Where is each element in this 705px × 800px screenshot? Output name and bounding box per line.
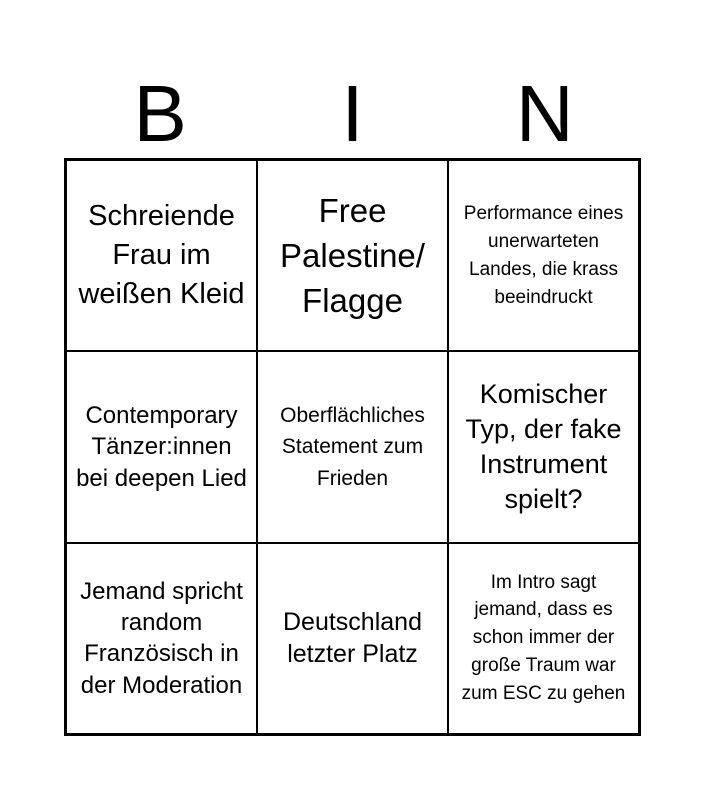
bingo-cell-text: Jemand spricht random Französisch in der Moderation <box>80 577 243 699</box>
bingo-cell-text: Performance eines unerwarteten Landes, die krass beeindruckt <box>463 202 624 308</box>
bingo-cell[interactable] <box>66 160 257 351</box>
bingo-cell-text: Komischer Typ, der fake Instrument spielt? <box>465 378 622 515</box>
bingo-cell[interactable] <box>257 160 448 351</box>
header-letter-n: N <box>515 69 574 158</box>
header-letter-b: B <box>133 69 187 158</box>
bingo-cell-text: Free Palestine/ Flagge <box>280 191 425 320</box>
bingo-grid <box>64 158 641 736</box>
bingo-header <box>64 70 641 158</box>
bingo-cell-text: Oberflächliches Statement zum Frieden <box>280 403 425 490</box>
bingo-cell-text: Contemporary Tänzer:innen bei deepen Lied <box>76 402 247 492</box>
bingo-cell-text: Schreiende Frau im weißen Kleid <box>78 199 245 311</box>
bingo-cell-text: Im Intro sagt jemand, dass es schon immer der große Traum war zum ESC zu gehen <box>461 571 626 705</box>
bingo-cell[interactable] <box>66 351 257 542</box>
bingo-cell[interactable] <box>448 351 639 542</box>
header-letter-i: I <box>341 69 364 158</box>
bingo-cell[interactable] <box>257 543 448 734</box>
bingo-cell[interactable] <box>448 160 639 351</box>
bingo-cell[interactable] <box>257 351 448 542</box>
bingo-cell-text: Deutschland letzter Platz <box>283 607 422 669</box>
bingo-cell[interactable] <box>66 543 257 734</box>
bingo-cell[interactable] <box>448 543 639 734</box>
